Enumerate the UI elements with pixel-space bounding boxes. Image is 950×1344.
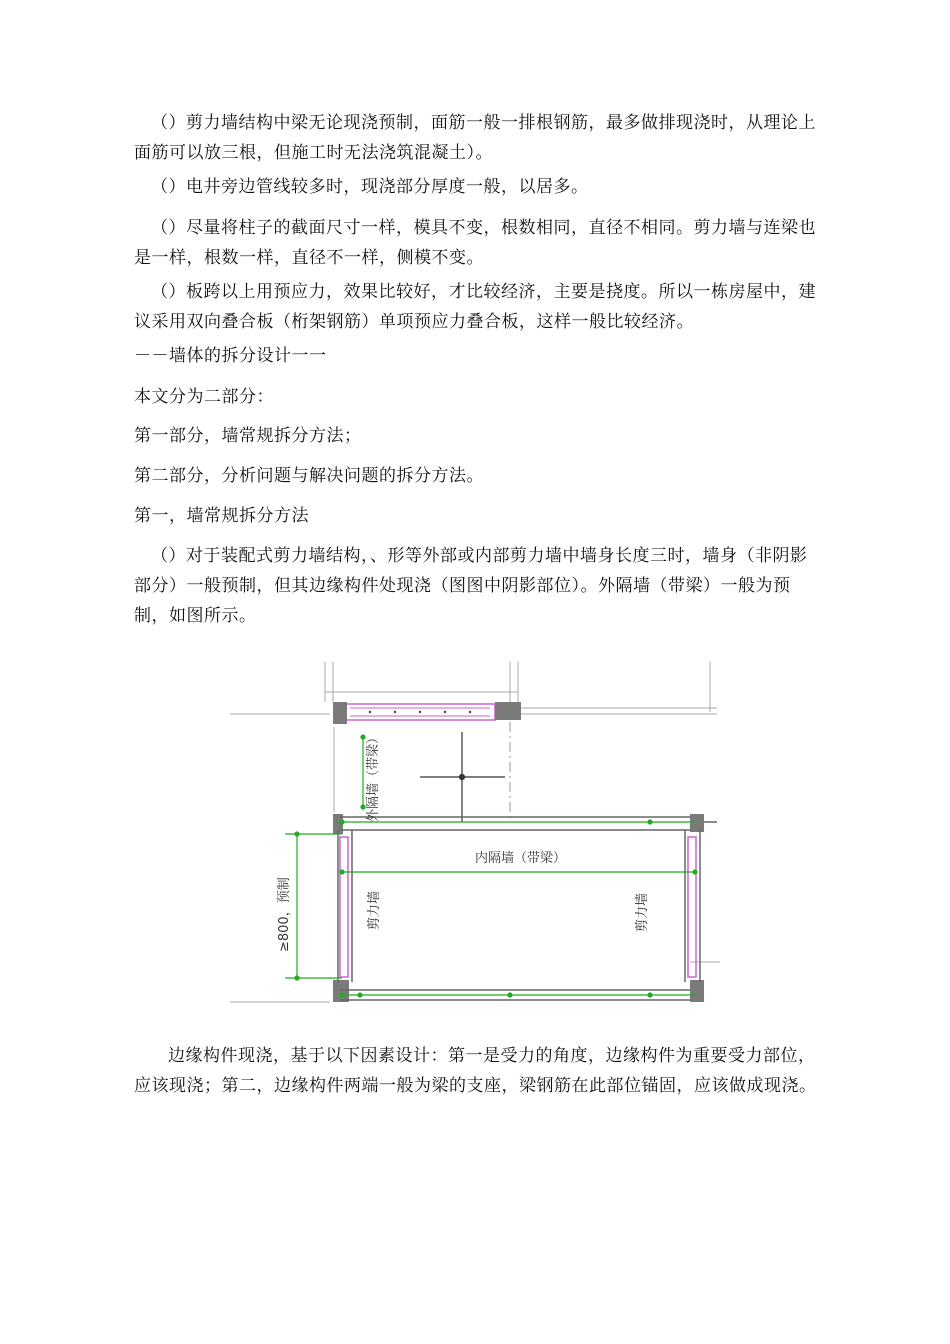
paragraph-3: （）尽量将柱子的截面尺寸一样，模具不变，根数相同，直径不相同。剪力墙与连梁也是一样，根数一样，直径不一样，侧模不变。 xyxy=(134,218,816,268)
shear-wall-left-label: 剪力墙 xyxy=(367,890,382,930)
dimension-label: ≥800，预制 xyxy=(277,877,292,952)
paragraph-1: （）剪力墙结构中梁无论现浇预制，面筋一般一排根钢筋，最多做排现浇时，从理论上面筋可以放三根，但施工时无法浇筑混凝土）。 xyxy=(134,113,816,163)
paragraph-2: （）电井旁边管线较多时，现浇部分厚度一般，以居多。 xyxy=(151,177,589,197)
crosshair-icon xyxy=(420,732,505,822)
dimension-lines xyxy=(285,735,697,997)
paragraph-part-two: 第二部分，分析问题与解决问题的拆分方法。 xyxy=(134,466,484,486)
paragraph-part-one: 第一部分，墙常规拆分方法； xyxy=(134,426,362,446)
outer-wall-label: 外隔墙（带梁） xyxy=(366,730,381,822)
room-outline xyxy=(338,817,717,1000)
paragraph-6: 边缘构件现浇，基于以下因素设计：第一是受力的角度，边缘构件为重要受力部位，应该现浇；第二，边缘构件两端一般为梁的支座，梁钢筋在此部位锚固，应该做成现浇。 xyxy=(134,1046,817,1096)
shear-wall-right-label: 剪力墙 xyxy=(635,892,650,932)
paragraph-5: （）对于装配式剪力墙结构，、形等外部或内部剪力墙中墙身长度三时，墙身（非阴影部分）一般预制，但其边缘构件处现浇（图图中阴影部位）。外隔墙（带梁）一般为预制，如图所示。 xyxy=(134,546,808,626)
paragraph-4: （）板跨以上用预应力，效果比较好，才比较经济，主要是挠度。所以一栋房屋中，建议采用双向叠合板（桁架钢筋）单项预应力叠合板，这样一般比较经济。 xyxy=(134,282,816,332)
grid-lines xyxy=(230,662,720,1002)
subsection-heading: 第一，墙常规拆分方法 xyxy=(134,506,309,526)
floor-plan-drawing xyxy=(230,662,720,1017)
paragraph-intro: 本文分为二部分： xyxy=(134,387,274,407)
inner-wall-label: 内隔墙（带梁） xyxy=(475,851,567,866)
wall-split-diagram xyxy=(230,662,720,1017)
section-heading: －－墙体的拆分设计一一 xyxy=(134,346,327,366)
